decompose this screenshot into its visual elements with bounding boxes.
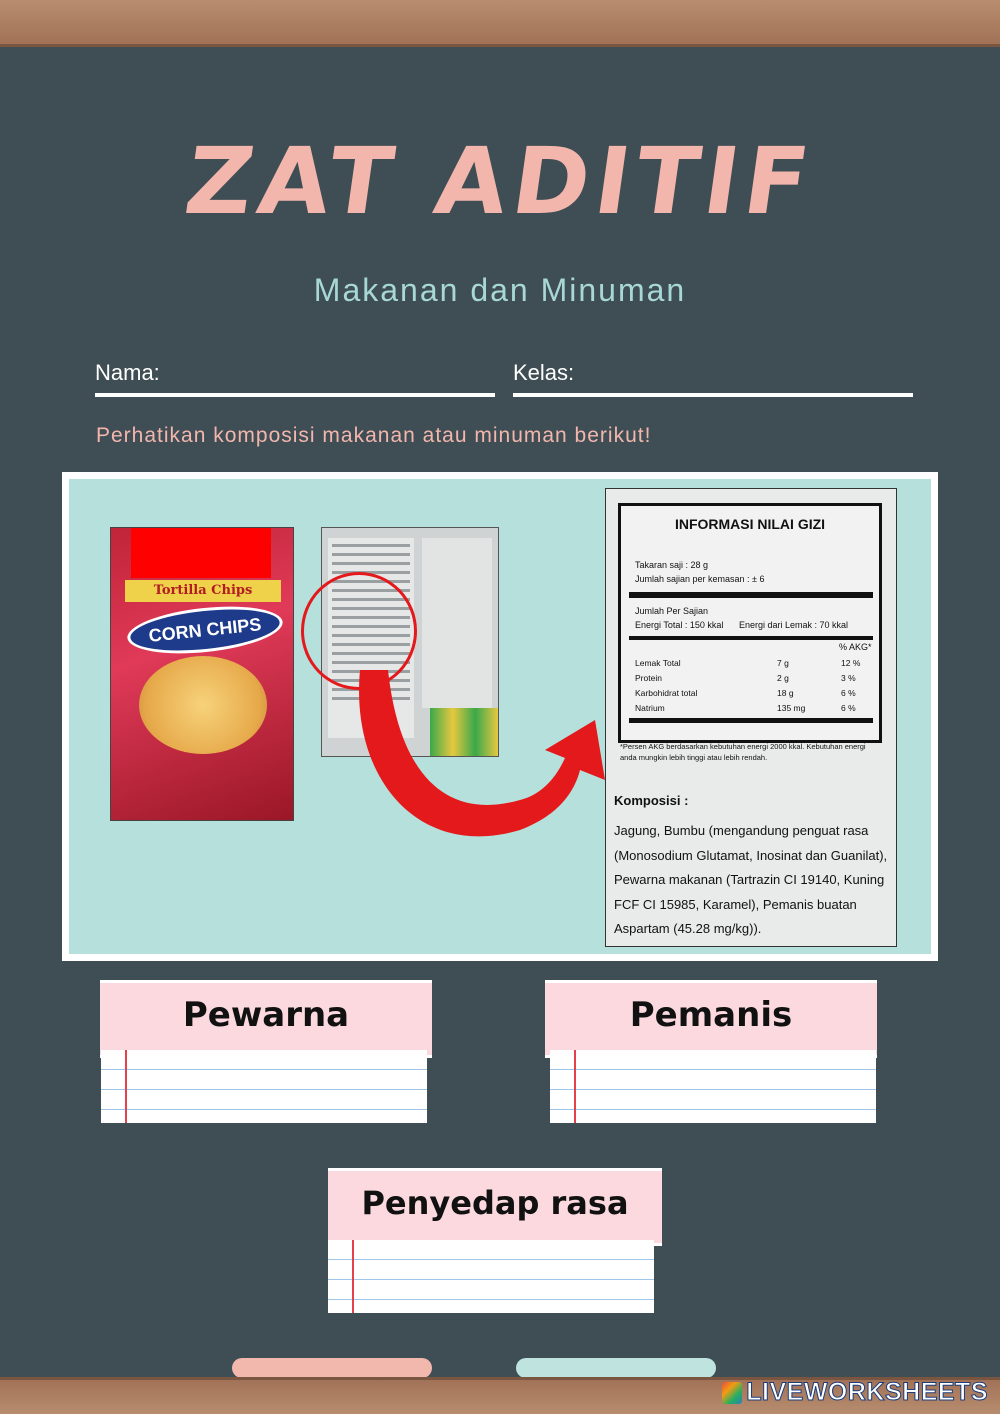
per-serving-label: Jumlah Per Sajian xyxy=(635,606,709,616)
name-label: Nama: xyxy=(95,360,160,385)
nutrition-label-image xyxy=(605,488,897,947)
serving-size: Takaran saji : 28 g xyxy=(635,560,709,570)
footer-brand-text: LIVEWORKSHEETS xyxy=(746,1378,988,1406)
composition-title: Komposisi : xyxy=(614,793,689,808)
nutrition-facts-box: INFORMASI NILAI GIZI Takaran saji : 28 g Jumlah sajian per kemasan : ± 6 Jumlah Per Sajian Energi Total : 150 kkal Energi dari Lemak : 70 kkal % AKG* Lemak Total 7 g 12 % Protein 2 g 3 % Karbohidrat total 18 g 6 % Natrium 135 mg 6 % xyxy=(618,503,882,743)
bag-tagline: Tortilla Chips xyxy=(125,580,281,602)
answer-box-pemanis[interactable] xyxy=(550,1050,876,1123)
chips-picture xyxy=(139,656,267,754)
nutrition-title: INFORMASI NILAI GIZI xyxy=(674,516,826,532)
energy-total: Energi Total : 150 kkal xyxy=(635,620,724,630)
page-title: ZAT ADITIF xyxy=(178,128,822,235)
liveworksheets-icon xyxy=(722,1382,742,1404)
teal-chalk xyxy=(516,1358,716,1378)
bag-brand-logo: CORN CHIPS xyxy=(125,600,285,660)
answer-box-penyedap-rasa[interactable] xyxy=(328,1240,654,1313)
instruction-text: Perhatikan komposisi makanan atau minuman berikut! xyxy=(96,424,652,447)
energy-fat: Energi dari Lemak : 70 kkal xyxy=(739,620,849,630)
category-label-pemanis: Pemanis xyxy=(545,980,877,1058)
category-label-penyedap-rasa: Penyedap rasa xyxy=(328,1168,662,1246)
answer-box-pewarna[interactable] xyxy=(101,1050,427,1123)
class-label: Kelas: xyxy=(513,360,575,385)
chips-bag-image xyxy=(110,527,294,821)
akg-footnote: *Persen AKG berdasarkan kebutuhan energi 2000 kkal. Kebutuhan energi anda mungkin lebih tinggi atau lebih rendah. xyxy=(620,742,866,762)
composition-text: Jagung, Bumbu (mengandung penguat rasa (Monosodium Glutamat, Inosinat dan Guanilat), Pewarna makanan (Tartrazin CI 19140, Kuning FCF CI 15985, Karamel), Pemanis buatan Aspartam (45.28 mg/kg)). xyxy=(614,823,888,936)
page-subtitle: Makanan dan Minuman xyxy=(313,272,687,308)
liveworksheets-logo[interactable] xyxy=(722,1378,988,1407)
red-arrow-icon xyxy=(340,660,620,860)
name-field[interactable] xyxy=(95,393,495,397)
pink-chalk xyxy=(232,1358,432,1378)
category-label-pewarna: Pewarna xyxy=(100,980,432,1058)
servings-per-pack: Jumlah sajian per kemasan : ± 6 xyxy=(635,574,765,584)
redacted-box xyxy=(131,528,271,578)
top-frame xyxy=(0,0,1000,47)
akg-header: % AKG* xyxy=(839,642,872,652)
class-field[interactable] xyxy=(513,393,913,397)
